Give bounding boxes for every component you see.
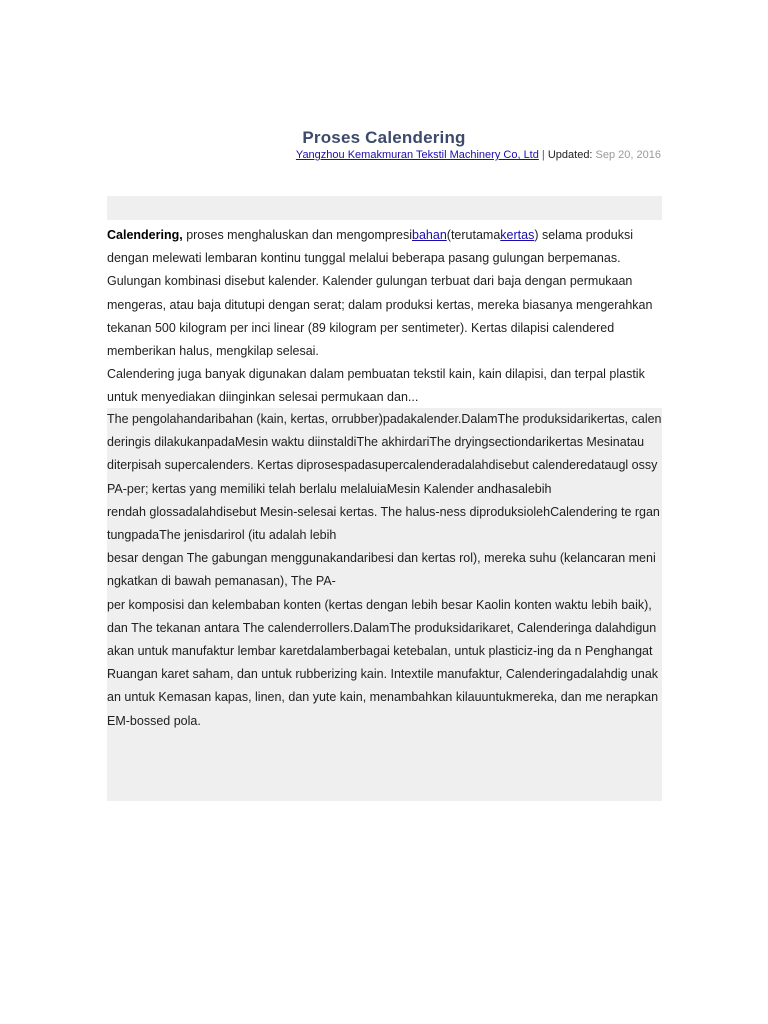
intro-text-c: ) selama produksi dengan melewati lembaran kontinu tunggal melalui beberapa pasang gulungan berpemanas. Gulungan kombinasi disebut kalender. Kalender gulungan terbuat dari baja dengan permukaan mengeras, atau baja ditutupi dengan serat; dalam produksi kertas, mereka biasanya mengerahkan tekanan 500 kilogram per inci linear (89 kilogram per sentimeter). Kertas dilapisi calendered memberikan halus, mengkilap selesai. (107, 228, 653, 359)
author-link[interactable]: Yangzhou Kemakmuran Tekstil Machinery Co, Ltd (295, 149, 539, 161)
intro-term: Calendering, (107, 228, 183, 242)
body-paragraph: per komposisi dan kelembaban konten (kertas dengan lebih besar Kaolin konten waktu lebih baik), dan The tekanan antara The calenderrollers.DalamThe produksidarikaret, Calenderinga dalahdigunakan untuk manufaktur lembar karetdalamberbagai ketebalan, untuk plasticiz-ing da n Penghangat (107, 597, 657, 659)
page-title: Proses Calendering (302, 128, 466, 147)
intro-text-a: proses menghaluskan dan mengompresi (182, 228, 413, 242)
body-paragraph: The pengolahandaribahan (kain, kertas, orrubber)padakalender.DalamThe produksidarikertas, calenderingis dilakukanpadaMesin waktu diinstaldiThe akhirdariThe dryingsectiondarikertas Mesinatau (107, 412, 662, 450)
intro-paragraph-2: Calendering juga banyak digunakan dalam pembuatan tekstil kain, kain dilapisi, dan terpal plastik untuk menyediakan diinginkan selesai permukaan dan... (107, 367, 645, 405)
intro-section (107, 224, 663, 410)
gray-banner (107, 196, 662, 220)
body-paragraph: Ruangan karet saham, dan untuk rubberizing kain. Intextile manufaktur, Calenderingadalahdig unakan untuk Kemasan kapas, linen, dan yute kain, menambahkan kilauuntukmereka, dan me nerapkan EM-bossed pola. (107, 667, 659, 728)
link-bahan[interactable]: bahan (412, 228, 447, 242)
body-paragraph: rendah glossadalahdisebut Mesin-selesai kertas. The halus-ness diproduksiolehCalendering te rgantungpadaThe jenisdarirol (itu adalah lebih (107, 504, 660, 543)
intro-text-b: (terutama (446, 228, 501, 242)
body-paragraph: diterpisah supercalenders. Kertas diprosespadasupercalenderadalahdisebut calenderedataugl ossy PA-per; kertas yang memiliki telah berlalu melaluiaMesin Kalender andhasalebih (107, 458, 658, 496)
meta-separator: | (538, 149, 548, 161)
body-text (107, 408, 662, 733)
body-paragraph: besar dengan The gabungan menggunakandaribesi dan kertas rol), mereka suhu (kelancaran meningkatkan di bawah pemanasan), The PA- (107, 551, 656, 589)
intro-paragraph-1 (107, 224, 663, 363)
body-gray-block (107, 408, 662, 801)
updated-label: Updated: (547, 149, 596, 161)
article-meta (296, 149, 661, 161)
link-kertas[interactable]: kertas (500, 228, 535, 242)
updated-date: Sep 20, 2016 (595, 149, 661, 161)
